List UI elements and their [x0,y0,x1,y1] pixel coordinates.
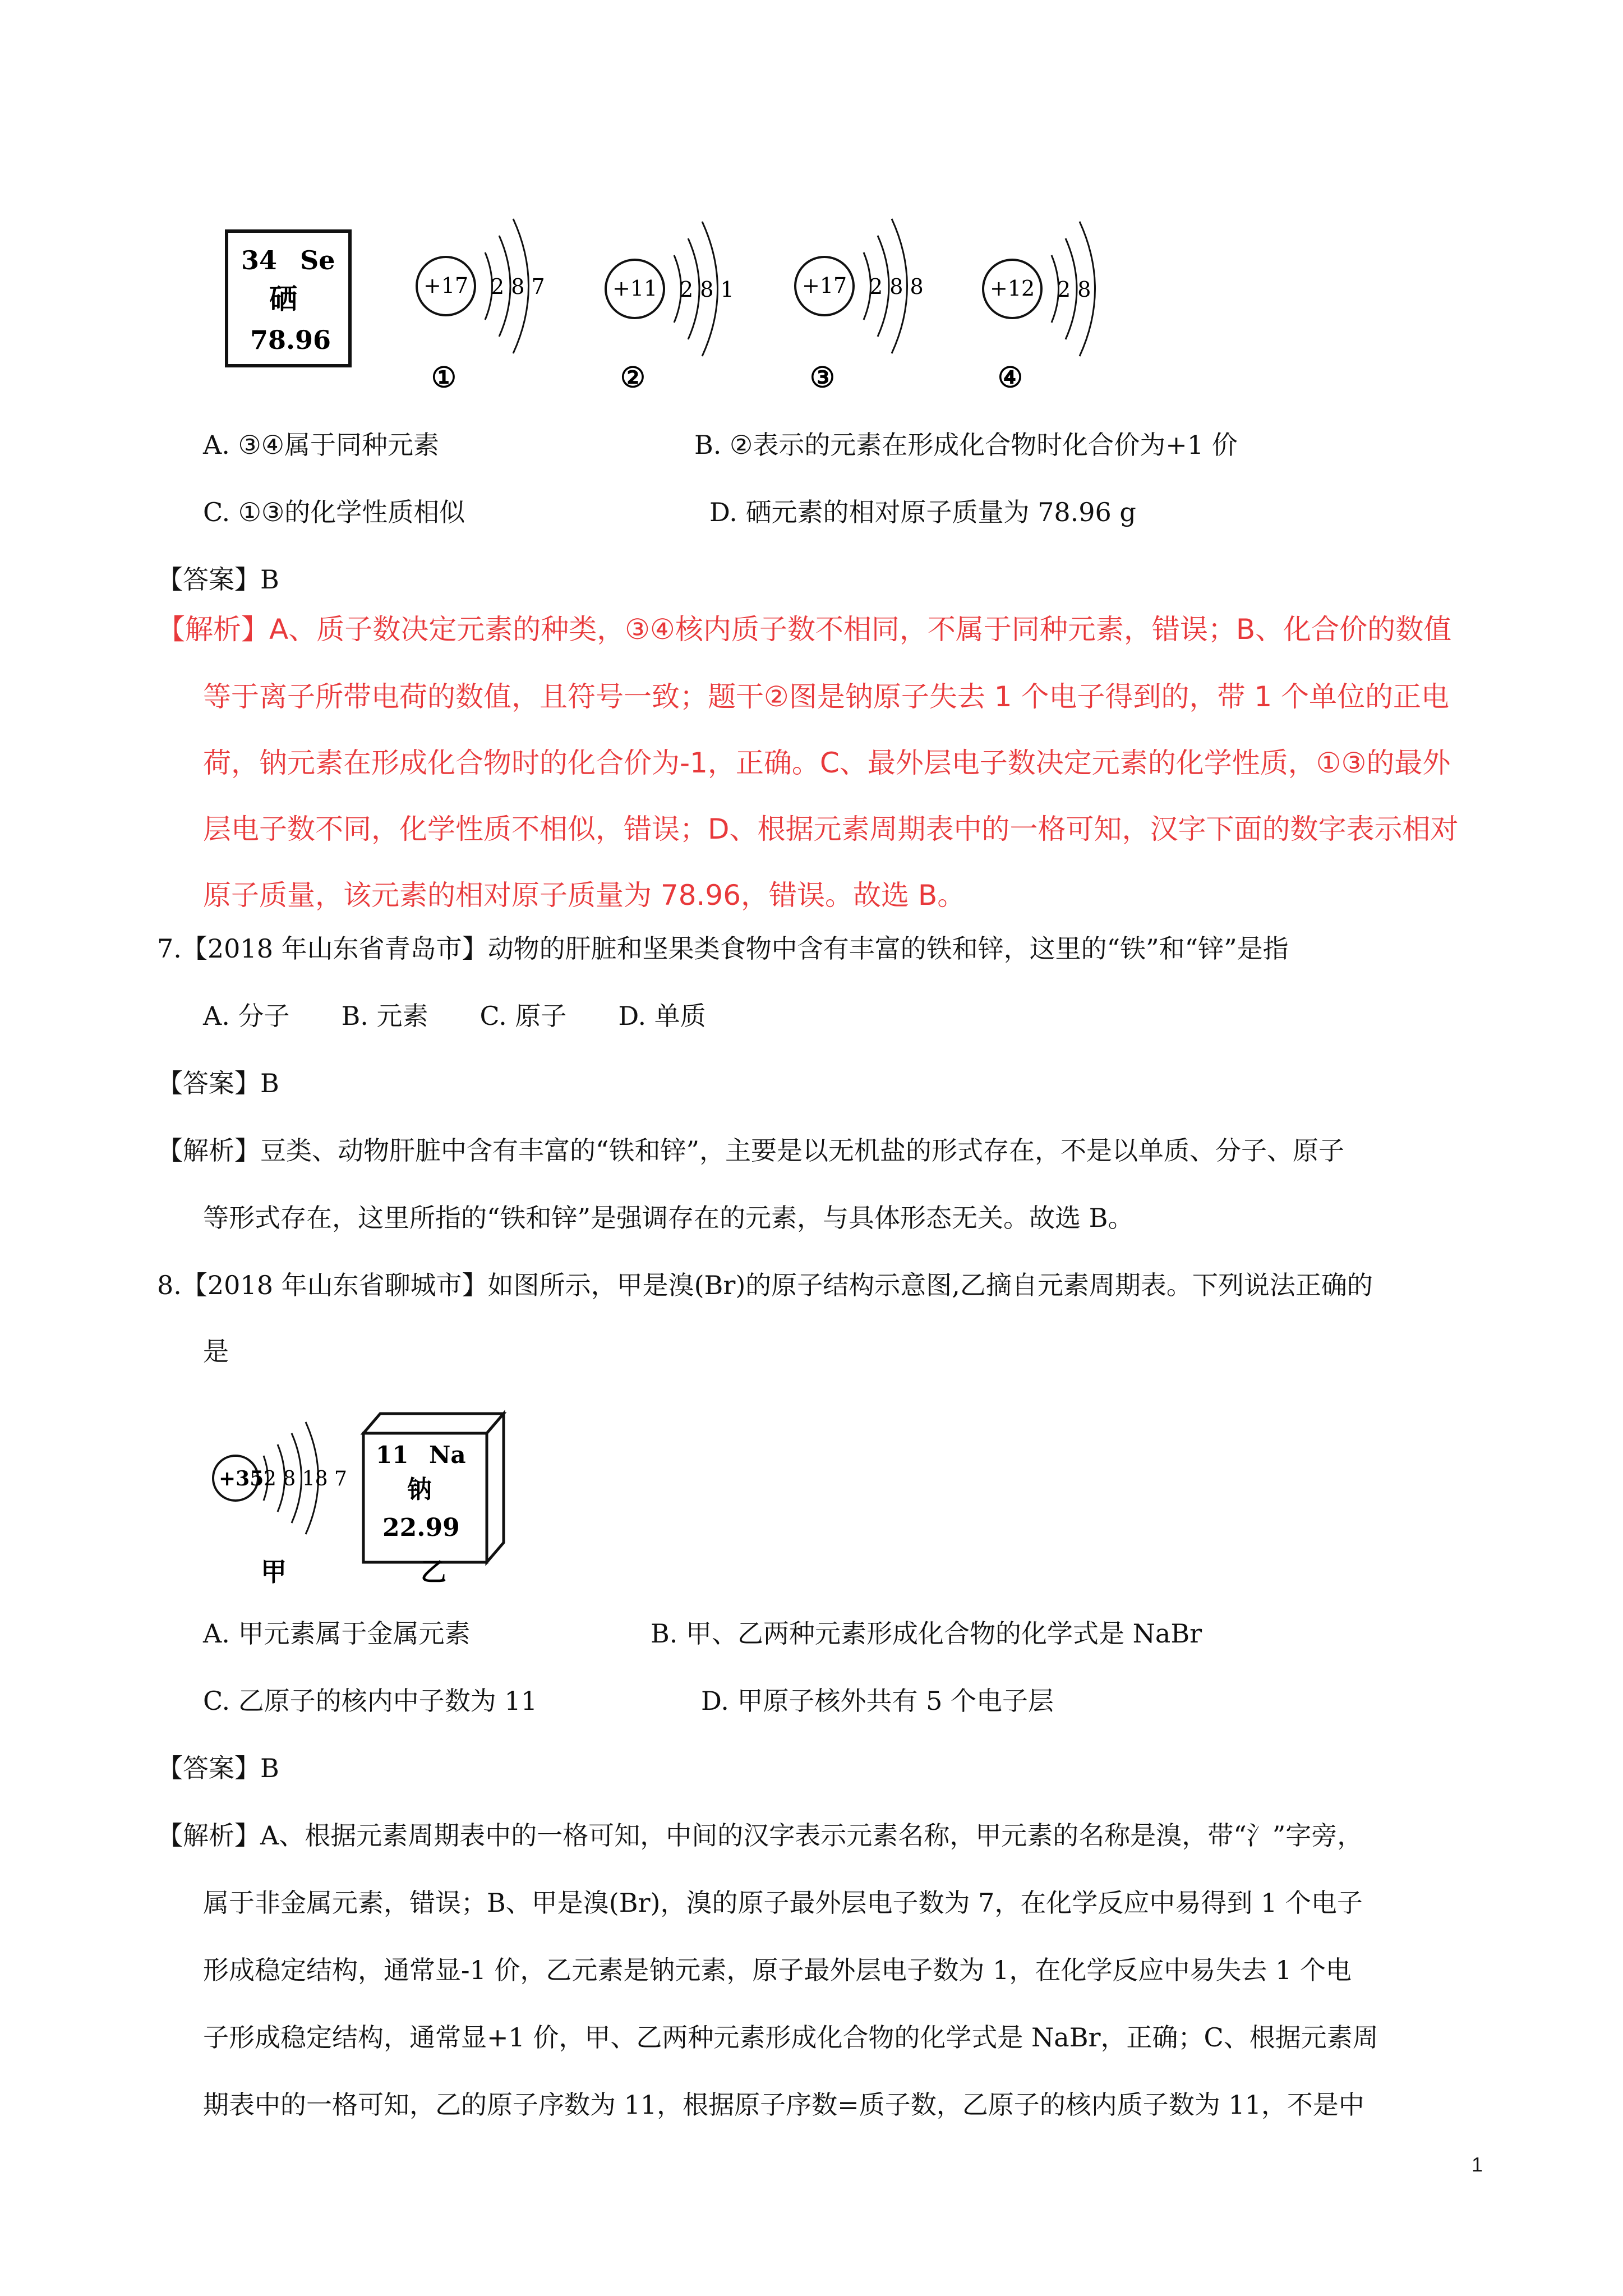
q8-option-c: C. 乙原子的核内中子数为 11 [203,1686,537,1716]
atom-diagram-1 [417,219,545,394]
element-tile-se [227,231,350,366]
tile-name: 硒 [269,282,297,315]
atom-shells: 2 8 8 [869,274,924,299]
analysis-line: 【解析】A、质子数决定元素的种类，③④核内质子数不相同，不属于同种元素，错误；B、化合价的数值 [157,613,1452,646]
q8-stem-line: 是 [203,1336,229,1366]
analysis-line: 层电子数不同，化学性质不相似，错误；D、根据元素周期表中的一格可知，汉字下面的数字表示相对 [203,813,1459,845]
analysis-line: 形成稳定结构，通常显-1 价，乙元素是钠元素，原子最外层电子数为 1，在化学反应中易失去 1 个电 [203,1955,1352,1985]
atom-shells: 2 8 [1057,277,1091,302]
page-number: 1 [1472,2153,1483,2176]
label-jia: 甲 [261,1557,287,1587]
tile-symbol: Se [300,245,335,275]
q8-option-b: B. 甲、乙两种元素形成化合物的化学式是 NaBr [651,1618,1202,1649]
q6-option-c: C. ①③的化学性质相似 [203,497,465,527]
q7-analysis-line: 等形式存在，这里所指的“铁和锌”是强调存在的元素，与具体形态无关。故选 B。 [203,1203,1134,1233]
q6-option-d: D. 硒元素的相对原子质量为 78.96 g [709,497,1136,527]
analysis-line: 子形成稳定结构，通常显+1 价，甲、乙两种元素形成化合物的化学式是 NaBr，正确；C、根据元素周 [203,2022,1378,2053]
q6-answer: 【答案】B [157,564,279,595]
analysis-line: 原子质量，该元素的相对原子质量为 78.96，错误。故选 B。 [203,879,966,912]
label-yi: 乙 [421,1557,446,1587]
figure-atom-structures [213,202,1166,404]
tile-number: 34 [241,245,278,275]
q8-answer: 【答案】B [157,1753,279,1783]
q7-analysis-line: 【解析】豆类、动物肝脏中含有丰富的“铁和锌”，主要是以无机盐的形式存在，不是以单质、分子、原子 [157,1135,1345,1166]
analysis-line: 期表中的一格可知，乙的原子序数为 11，根据原子序数=质子数，乙原子的核内质子数为 11，不是中 [203,2090,1364,2120]
atom-nucleus: +35 [219,1467,264,1490]
tile-mass: 78.96 [250,325,331,355]
atom-shells: 2 8 18 7 [264,1467,347,1490]
atom-nucleus: +17 [423,273,469,298]
analysis-line: 等于离子所带电荷的数值，且符号一致；题干②图是钠原子失去 1 个电子得到的，带 1 个单位的正电 [203,680,1450,713]
atom-nucleus: +12 [990,276,1035,301]
atom-shells: 2 8 7 [491,274,545,299]
q8-option-d: D. 甲原子核外共有 5 个电子层 [701,1686,1054,1716]
q8-stem-line: 8.【2018 年山东省聊城市】如图所示，甲是溴(Br)的原子结构示意图,乙摘自元素周期表。下列说法正确的 [157,1270,1373,1300]
q8-option-a: A. 甲元素属于金属元素 [203,1618,471,1649]
tile-mass: 22.99 [382,1513,460,1542]
analysis-line: 【解析】A、根据元素周期表中的一格可知，中间的汉字表示元素名称，甲元素的名称是溴，带“氵”字旁， [157,1820,1363,1851]
atom-label: ① [431,361,457,394]
tile-number: 11 [376,1441,409,1469]
atom-label: ④ [998,361,1023,394]
atom-diagram-2 [606,222,734,394]
atom-label: ② [620,361,645,394]
atom-diagram-3 [795,219,924,394]
analysis-line: 荷，钠元素在形成化合物时的化合价为-1，正确。C、最外层电子数决定元素的化学性质，①③的最外 [203,747,1451,779]
figure-br-na [208,1402,533,1593]
element-tile-na [363,1414,504,1587]
analysis-line: 属于非金属元素，错误；B、甲是溴(Br)，溴的原子最外层电子数为 7，在化学反应中易得到 1 个电子 [203,1888,1363,1918]
atom-diagram-4 [983,222,1095,394]
atom-nucleus: +17 [802,273,847,298]
atom-shells: 2 8 1 [680,277,734,302]
tile-name: 钠 [407,1475,432,1504]
q6-option-a: A. ③④属于同种元素 [203,430,439,460]
atom-diagram-br [213,1422,347,1587]
q7-options: A. 分子 B. 元素 C. 原子 D. 单质 [203,1001,706,1031]
q7-stem: 7.【2018 年山东省青岛市】动物的肝脏和坚果类食物中含有丰富的铁和锌，这里的“铁”和“锌”是指 [157,933,1289,964]
tile-symbol: Na [429,1441,466,1469]
q7-answer: 【答案】B [157,1068,279,1098]
q6-option-b: B. ②表示的元素在形成化合物时化合价为+1 价 [694,430,1238,460]
atom-nucleus: +11 [612,276,658,301]
atom-label: ③ [810,361,835,394]
